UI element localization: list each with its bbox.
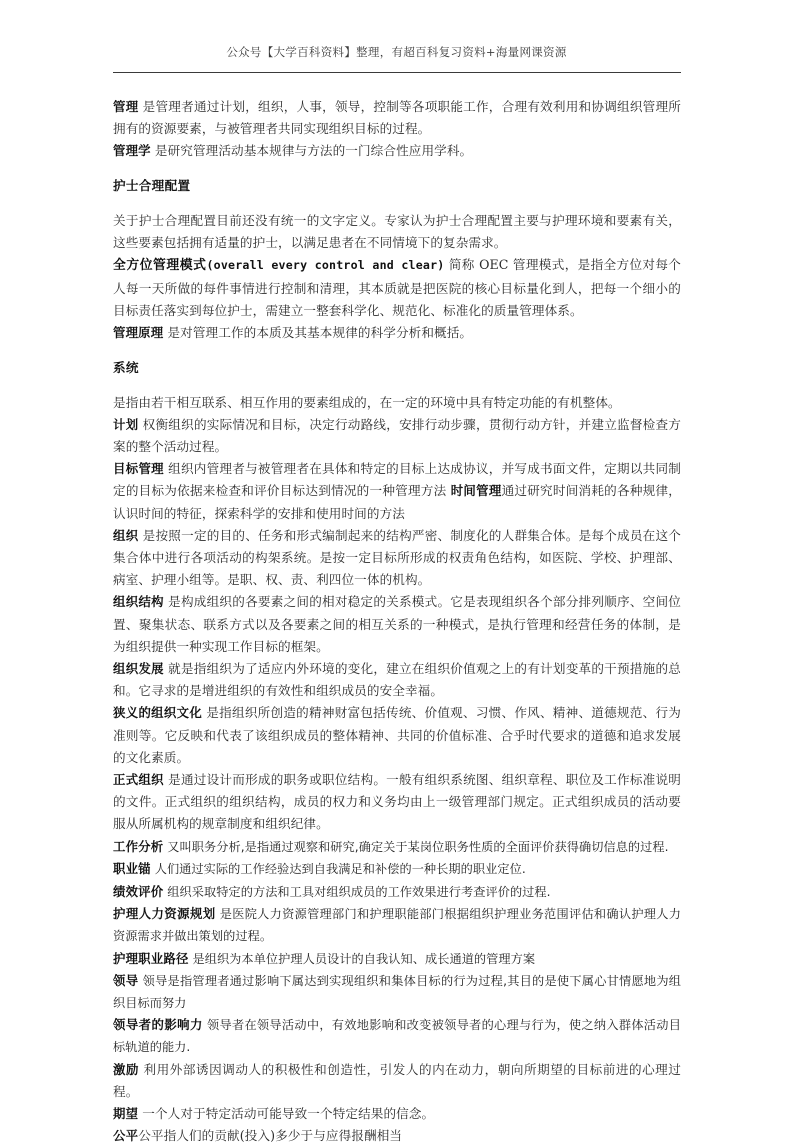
definition-entry-zuzhi-fazhan [113,658,681,702]
term-label: 领导者的影响力 [113,1017,203,1033]
definition-text: 人们通过实际的工作经验达到自我满足和补偿的一种长期的职业定位. [150,862,526,877]
definition-entry-zuzhi-jiegou [113,591,681,658]
definition-text: 组织采取特定的方法和工具对组织成员的工作效果进行考查评价的过程. [163,884,551,899]
definition-entry-guanli-yuanli [113,322,681,344]
page-header [0,0,793,73]
definition-text: 利用外部诱因调动人的积极性和创造性，引发人的内在动力，朝向所期望的目标前进的心理过程。 [113,1061,681,1099]
definition-text: 是按照一定的目的、任务和形式编制起来的结构严密、制度化的人群集合体。是每个成员在这个集合体中进行各项活动的构架系统。是按一定目标所形成的权责角色结构，如医院、学校、护理部、病室、护理小组等。是职、权、责、利四位一体的机构。 [113,527,681,588]
definition-text: 是研究管理活动基本规律与方法的一门综合性应用学科。 [150,143,473,159]
term-label: 职业锚 [113,861,151,877]
term-label: 组织发展 [113,661,164,677]
definition-text: 是管理者通过计划，组织，人事，领导，控制等各项职能工作，合理有效利用和协调组织管理所拥有的资源要素，与被管理者共同实现组织目标的过程。 [113,99,681,137]
section-heading-xitong: 系统 [113,359,139,375]
definition-entry-gongping [113,1125,681,1147]
header-promo-text: 公众号【大学百科资料】整理，有超百科复习资料+海量网课资源 [226,45,567,59]
term-label: 狭义的组织文化 [113,705,203,721]
term-label: 管理原理 [113,325,164,341]
definition-entry-lingdaozhe-yingxiangli [113,1014,681,1058]
term-label: 护理职业路径 [113,950,189,966]
definition-entry-huli-renli-ziyuan-guihua [113,903,681,947]
term-label: 绩效评价 [113,883,164,899]
definition-entry-xitong: 是指由若干相互联系、相互作用的要素组成的，在一定的环境中具有特定功能的有机整体。 [113,394,621,410]
header-divider [113,72,681,73]
definition-text: 是通过设计而形成的职务或职位结构。一般有组织系统图、组织章程、职位及工作标准说明的文件。正式组织的组织结构，成员的权力和义务均由上一级管理部门规定。正式组织成员的活动要服从所属机构的规章制度和组织纪律。 [113,772,681,832]
term-label-secondary: 时间管理 [450,483,502,499]
definition-text: 领导是指管理者通过影响下属达到实现组织和集体目标的行为过程,其目的是使下属心甘情愿地为组织目标而努力 [113,974,681,1010]
definition-entry-gongzuo-fenxi [113,836,681,859]
term-label: 工作分析 [113,838,164,854]
definition-text: 组织内管理者与被管理者在具体和特定的目标上达成协议，并写成书面文件，定期以共同制定的目标为依据来检查和评价目标达到情况的一种管理方法 [113,461,681,499]
definition-entry-zhiye-mao [113,858,681,881]
term-label: 领导 [113,973,139,989]
definition-entry-mubiao-guanli [113,458,681,525]
term-label: 管理 [113,99,139,114]
term-label: 期望 [113,1106,139,1122]
term-label: 计划 [113,416,139,432]
definition-text: 领导者在领导活动中，有效地影响和改变被领导者的心理与行为，使之纳入群体活动目标轨道的能力. [113,1018,682,1055]
term-label: 组织结构 [113,594,164,610]
definition-text: 简称 OEC 管理模式，是指全方位对每个人每一天所做的每件事情进行控制和清理，其本质就是把医院的核心目标量化到人，把每一个细小的目标责任落实到每位护士，需建立一整套科学化、规范化、标准化的质量管理体系。 [113,257,681,318]
definition-entry-jihua [113,414,681,458]
term-label: 公平 [113,1128,139,1144]
term-label: 管理学 [113,143,151,159]
term-label: 正式组织 [113,772,164,788]
definition-entry-lingdao [113,970,681,1014]
definition-entry-huli-zhiye-lujing [113,948,681,971]
definition-entry-jili [113,1059,681,1103]
definition-entry-jixiao-pingjia [113,881,681,904]
definition-text: 是医院人力资源管理部门和护理职能部门根据组织护理业务范围评估和确认护理人力资源需求并做出策划的过程。 [113,907,681,944]
definition-entry-qiwang [113,1103,681,1125]
term-latin-label: (overall every control and clear) [206,258,445,273]
definition-text: 是对管理工作的本质及其基本规律的科学分析和概括。 [163,325,473,341]
definition-text: 是构成组织的各要素之间的相对稳定的关系模式。它是表现组织各个部分排列顺序、空间位置、聚集状态、联系方式以及各要素之间的相互关系的一种模式，是执行管理和经营任务的体制，是为组织提供一种实现工作目标的框架。 [113,594,681,654]
definition-text: 是组织为本单位护理人员设计的自我认知、成长通道的管理方案 [188,951,536,966]
term-label: 目标管理 [113,461,164,477]
term-label: 全方位管理模式 [113,258,207,274]
definition-entry-hushi-heli-peizhi: 关于护士合理配置目前还没有统一的文字定义。专家认为护士合理配置主要与护理环境和要素有关，这些要素包括拥有适量的护士，以满足患者在不同情境下的复杂需求。 [113,213,681,251]
definition-text: 又叫职务分析,是指通过观察和研究,确定关于某岗位职务性质的全面评价获得确切信息的过程. [163,839,669,854]
definition-text: 是指组织所创造的精神财富包括传统、价值观、习惯、作风、精神、道德规范、行为准则等。它反映和代表了该组织成员的整体精神、共同的价值标准、合乎时代要求的道德和追求发展的文化素质。 [113,705,681,765]
term-label: 激励 [113,1061,140,1077]
term-label: 护理人力资源规划 [113,906,216,922]
definition-entry-zuzhi [113,525,681,592]
section-heading-hushi-heli-peizhi: 护士合理配置 [113,178,191,194]
definition-entry-oec [113,254,681,322]
definition-entry-guanli [113,96,681,140]
term-label: 组织 [113,527,139,543]
definition-text-secondary: 通过研究时间消耗的各种规律，认识时间的特征，探索科学的安排和使用时间的方法 [113,483,681,521]
definition-entry-xiayi-zuzhi-wenhua [113,702,681,769]
definition-entry-guanlixue [113,140,681,162]
definition-entry-zhengshi-zuzhi [113,769,681,836]
definition-text: 一个人对于特定活动可能导致一个特定结果的信念。 [138,1106,435,1122]
document-body [113,96,681,1147]
definition-text: 公平指人们的贡献(投入)多少于与应得报酬相当 [138,1128,403,1144]
definition-text: 权衡组织的实际情况和目标，决定行动路线，安排行动步骤，贯彻行动方针，并建立监督检查方案的整个活动过程。 [113,416,681,455]
definition-text: 就是指组织为了适应内外环境的变化，建立在组织价值观之上的有计划变革的干预措施的总和。它寻求的是增进组织的有效性和组织成员的安全幸福。 [113,661,681,699]
